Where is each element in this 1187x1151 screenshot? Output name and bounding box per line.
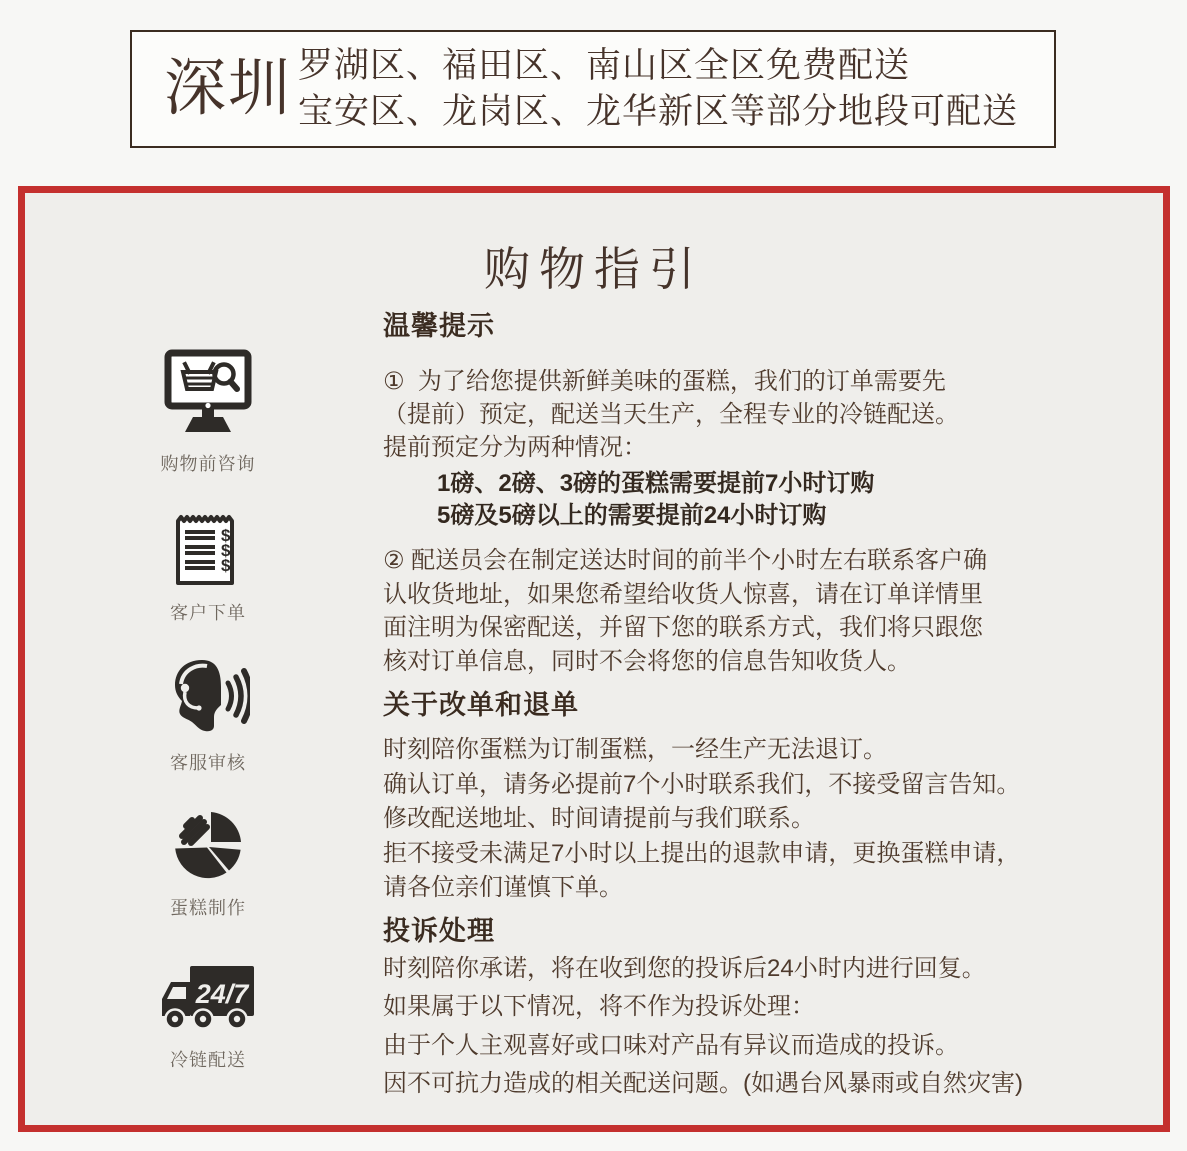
- text-line: 拒不接受未满足7小时以上提出的退款申请，更换蛋糕申请，: [383, 839, 1021, 867]
- step-label: 客户下单: [170, 603, 246, 623]
- tips-heading: 温馨提示: [383, 311, 495, 341]
- delivery-line-free: 罗湖区、福田区、南山区全区免费配送: [298, 46, 911, 85]
- text-line: 修改配送地址、时间请提前与我们联系。: [383, 805, 815, 832]
- complaints-paragraph: [383, 950, 1163, 1104]
- step-customer-order: [133, 511, 283, 625]
- step-label: 蛋糕制作: [170, 898, 246, 918]
- text-line: 1磅、2磅、3磅的蛋糕需要提前7小时订购: [437, 470, 875, 497]
- svg-text:$: $: [221, 541, 231, 560]
- step-service-review: [133, 657, 283, 775]
- step-cold-chain-delivery: [133, 962, 283, 1072]
- text-line: 因不可抗力造成的相关配送问题。(如遇台风暴雨或自然灾害): [383, 1070, 1023, 1097]
- step-label: 冷链配送: [170, 1050, 246, 1070]
- text-line: ① 为了给您提供新鲜美味的蛋糕，我们的订单需要先: [383, 368, 946, 395]
- guide-title: 购物指引: [484, 243, 704, 295]
- delivery-line-partial: 宝安区、龙岗区、龙华新区等部分地段可配送: [298, 92, 1019, 131]
- complaints-heading: 投诉处理: [383, 915, 495, 946]
- delivery-area-text: [298, 43, 1018, 135]
- step-pre-purchase-consult: [133, 348, 283, 476]
- customer-service-icon: [166, 657, 250, 735]
- text-line: ② 配送员会在制定送达时间的前半个小时左右联系客户确: [383, 547, 988, 574]
- change-refund-heading: 关于改单和退单: [383, 690, 579, 720]
- text-line: 提前预定分为两种情况：: [383, 434, 647, 461]
- shopping-guide-panel: [18, 186, 1170, 1132]
- text-line: 确认订单，请务必提前7个小时联系我们，不接受留言告知。: [383, 770, 1021, 798]
- text-line: 认收货地址，如果您希望给收货人惊喜，请在订单详情里: [383, 580, 983, 608]
- guide-content: [383, 311, 1163, 1104]
- text-line: 由于个人主观喜好或口味对产品有异议而造成的投诉。: [383, 1031, 959, 1059]
- text-line: 时刻陪你承诺，将在收到您的投诉后24小时内进行回复。: [383, 954, 986, 982]
- text-line: 5磅及5磅以上的需要提前24小时订购: [437, 502, 827, 529]
- tips-paragraph-2: [383, 544, 1163, 678]
- svg-text:$: $: [221, 556, 231, 575]
- change-refund-paragraph: [383, 733, 1163, 906]
- step-cake-making: [133, 806, 283, 920]
- text-line: 时刻陪你蛋糕为订制蛋糕，一经生产无法退订。: [383, 736, 887, 763]
- step-label: 客服审核: [170, 753, 246, 773]
- cake-icon: [171, 806, 245, 880]
- text-line: 核对订单信息，同时不会将您的信息告知收货人。: [383, 647, 911, 675]
- city-label: 深圳: [164, 54, 293, 123]
- tips-advance-order-rules: [383, 468, 1163, 532]
- monitor-search-icon: [163, 348, 253, 436]
- svg-text:$: $: [221, 526, 231, 545]
- order-receipt-icon: [172, 511, 244, 585]
- step-label: 购物前咨询: [160, 454, 256, 474]
- text-line: 如果属于以下情况，将不作为投诉处理：: [383, 993, 815, 1020]
- text-line: 请各位亲们谨慎下单。: [383, 874, 623, 901]
- tips-paragraph-1: [383, 365, 1163, 464]
- text-line: （提前）预定，配送当天生产，全程专业的冷链配送。: [383, 401, 959, 428]
- delivery-truck-icon: [157, 962, 259, 1032]
- text-line: 面注明为保密配送，并留下您的联系方式，我们将只跟您: [383, 614, 983, 641]
- delivery-banner: [130, 30, 1056, 148]
- svg-text:24/7: 24/7: [195, 979, 249, 1009]
